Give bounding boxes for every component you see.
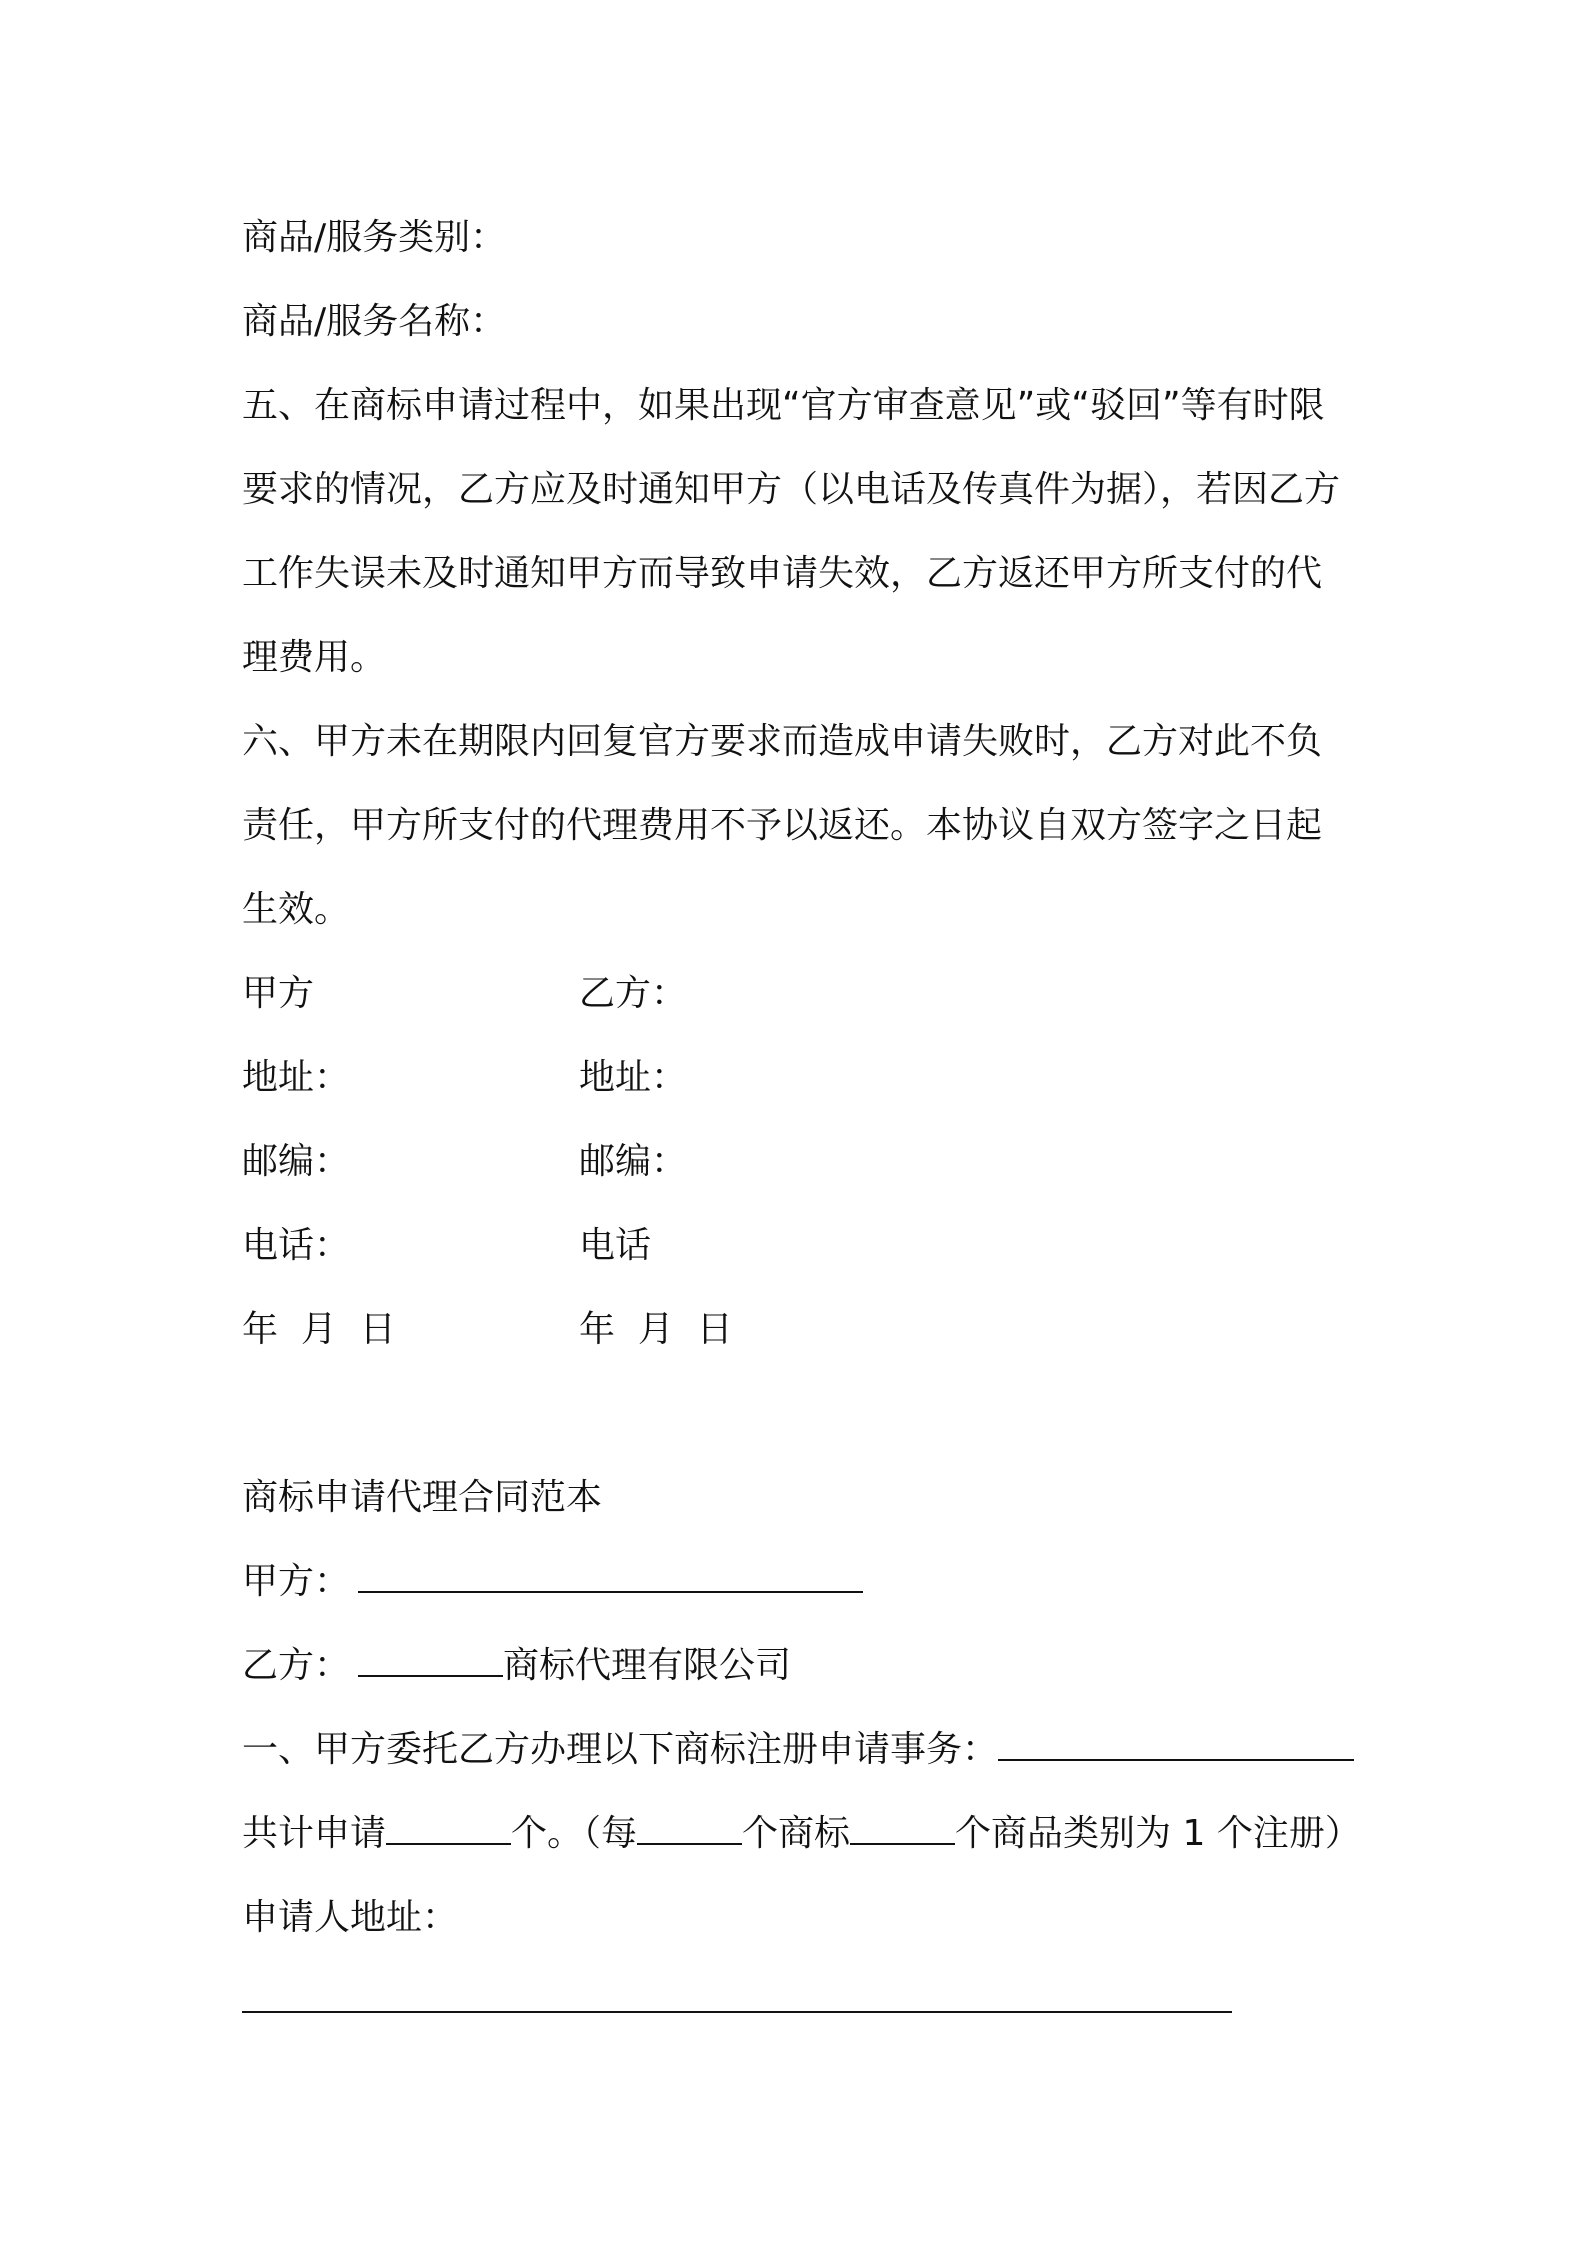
clause-6-paragraph: 六、甲方未在期限内回复官方要求而造成申请失败时，乙方对此不负责任，甲方所支付的代理费用不予以返还。本协议自双方签字之日起生效。 xyxy=(242,721,1323,930)
party-b-address: 地址： xyxy=(579,1057,688,1098)
clause-1-prefix: 一、甲方委托乙方办理以下商标注册申请事务： xyxy=(242,1729,999,1770)
total-prefix: 共计申请 xyxy=(242,1813,387,1854)
party-b-postcode: 邮编： xyxy=(579,1141,688,1182)
signature-row-address xyxy=(242,1036,1357,1120)
signature-row-date xyxy=(242,1288,1357,1372)
party-a-phone: 电话： xyxy=(242,1225,351,1266)
clause-1-line xyxy=(242,1708,1357,1792)
party-a-blank[interactable] xyxy=(358,1567,863,1593)
applicant-address-blank[interactable] xyxy=(242,1987,1232,2013)
party-b-blank[interactable] xyxy=(358,1651,503,1677)
contract-party-b-label: 乙方： xyxy=(242,1645,351,1686)
document-page xyxy=(242,196,1361,2044)
signature-row-postcode xyxy=(242,1120,1357,1204)
applicant-address-line xyxy=(242,1960,1357,2044)
contract-party-a-line xyxy=(242,1540,1357,1624)
total-mid: 个。（每 xyxy=(511,1813,638,1854)
contract-party-a-label: 甲方： xyxy=(242,1561,351,1602)
party-b-date: 年 月 日 xyxy=(579,1309,733,1350)
signature-row-name xyxy=(242,952,1357,1036)
contract-party-b-suffix: 商标代理有限公司 xyxy=(503,1645,792,1686)
applicant-address-label: 申请人地址： xyxy=(242,1897,459,1938)
total-mid2: 个商标 xyxy=(742,1813,851,1854)
goods-class-label: 商品/服务类别： xyxy=(242,217,507,258)
party-b-phone: 电话 xyxy=(579,1225,652,1266)
total-count-blank[interactable] xyxy=(386,1819,511,1845)
total-suffix: 个商品类别为 1 个注册） xyxy=(955,1813,1361,1854)
total-count-line xyxy=(242,1792,1361,1876)
matters-blank[interactable] xyxy=(998,1735,1354,1761)
section-gap xyxy=(242,1372,1357,1456)
party-a-date: 年 月 日 xyxy=(242,1309,396,1350)
contract-title: 商标申请代理合同范本 xyxy=(242,1477,603,1518)
party-b-name: 乙方： xyxy=(579,973,688,1014)
per-count-blank[interactable] xyxy=(637,1819,742,1845)
party-a-postcode: 邮编： xyxy=(242,1141,351,1182)
signature-row-phone xyxy=(242,1204,1357,1288)
goods-name-label: 商品/服务名称： xyxy=(242,301,507,342)
party-a-name: 甲方 xyxy=(242,973,315,1014)
party-a-address: 地址： xyxy=(242,1057,351,1098)
class-count-blank[interactable] xyxy=(850,1819,955,1845)
contract-party-b-line xyxy=(242,1624,1357,1708)
clause-5-paragraph: 五、在商标申请过程中，如果出现“官方审查意见”或“驳回”等有时限要求的情况，乙方应及时通知甲方（以电话及传真件为据），若因乙方工作失误未及时通知甲方而导致申请失效，乙方返还甲方所支付的代理费用。 xyxy=(242,385,1341,678)
